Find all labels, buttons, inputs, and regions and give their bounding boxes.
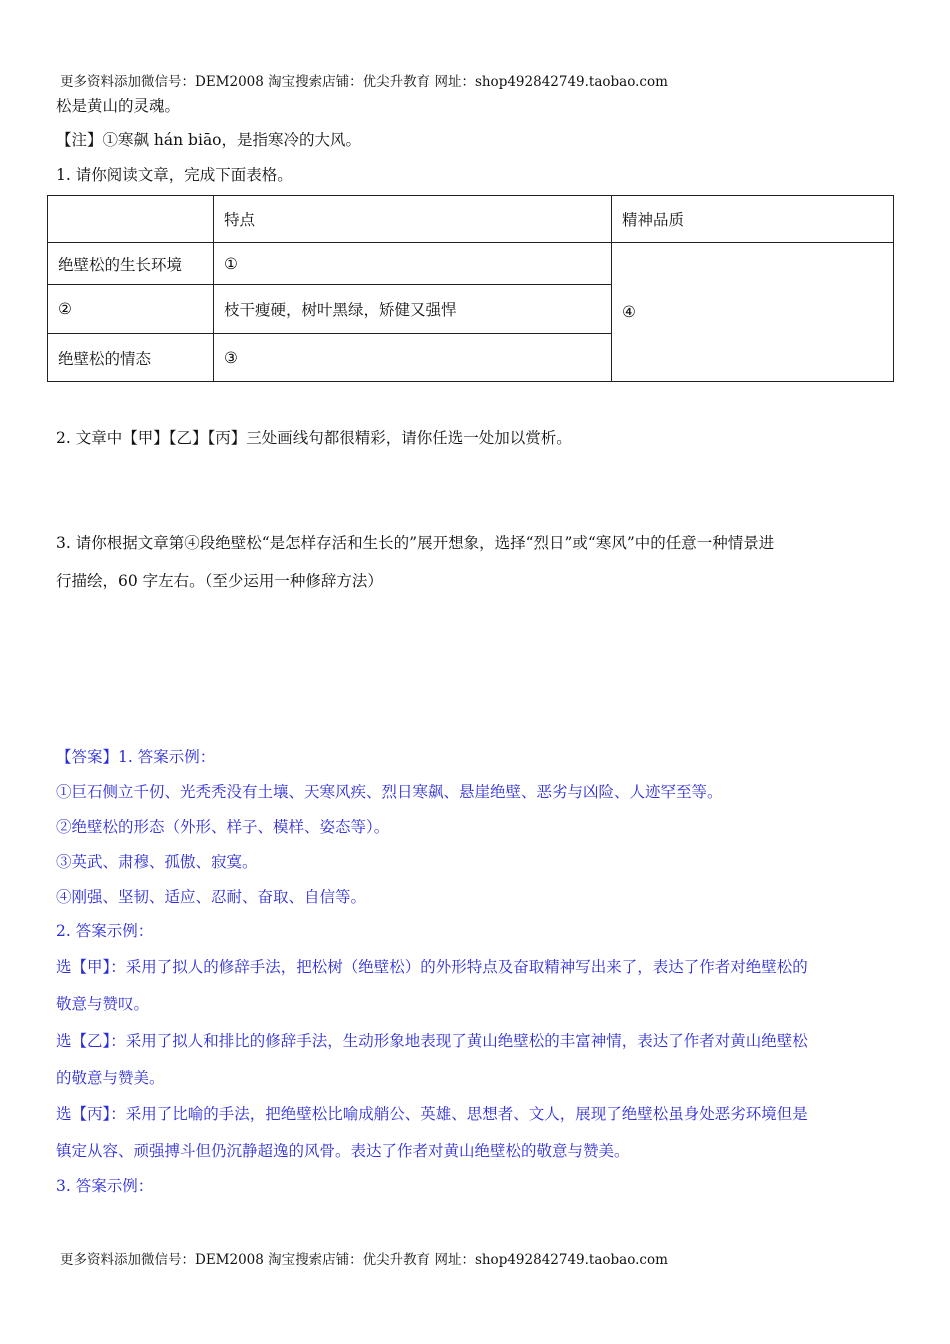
intro-line: 松是黄山的灵魂。	[56, 97, 181, 115]
question-1: 1. 请你阅读文章，完成下面表格。	[56, 166, 293, 184]
answer-2-line: 选【丙】：采用了比喻的手法，把绝壁松比喻成艄公、英雄、思想者、文人，展现了绝壁松虽身处恶劣环境但是	[56, 1105, 808, 1123]
page-footer: 更多资料添加微信号：DEM2008 淘宝搜索店铺：优尖升教育 网址：shop492842749.taobao.com	[60, 1252, 668, 1268]
question-3-line1: 3. 请你根据文章第④段绝壁松“是怎样存活和生长的”展开想象，选择“烈日”或“寒风”中的任意一种情景进	[56, 534, 775, 552]
answer-2-line: 选【乙】：采用了拟人和排比的修辞手法，生动形象地表现了黄山绝壁松的丰富神情，表达了作者对黄山绝壁松	[56, 1032, 808, 1050]
answer-2-line: 的敬意与赞美。	[56, 1069, 165, 1087]
answer-2-line: 敬意与赞叹。	[56, 995, 150, 1013]
page-header: 更多资料添加微信号：DEM2008 淘宝搜索店铺：优尖升教育 网址：shop492842749.taobao.com	[60, 74, 668, 90]
table-row2-label: ②	[48, 285, 214, 334]
table-row1-label: 绝壁松的生长环境	[48, 243, 214, 285]
answer-1-item: ②绝壁松的形态（外形、样子、模样、姿态等）。	[56, 818, 390, 836]
answer-1-item: ④刚强、坚韧、适应、忍耐、奋取、自信等。	[56, 888, 367, 906]
table-row1-feature: ①	[214, 243, 612, 285]
table-head-feature: 特点	[214, 196, 612, 243]
table-row2-feature: 枝干瘦硬，树叶黑绿，矫健又强悍	[214, 285, 612, 334]
answer-1-title: 【答案】1. 答案示例：	[56, 748, 216, 766]
question-3-line2: 行描绘，60 字左右。（至少运用一种修辞方法）	[56, 572, 383, 590]
table-row3-feature: ③	[214, 334, 612, 382]
question-2: 2. 文章中【甲】【乙】【丙】三处画线句都很精彩，请你任选一处加以赏析。	[56, 429, 572, 447]
table-head-quality: 精神品质	[612, 196, 894, 243]
answer-3-title: 3. 答案示例：	[56, 1177, 154, 1195]
table-merged-quality: ④	[612, 243, 894, 382]
answer-2-line: 镇定从容、顽强搏斗但仍沉静超逸的风骨。表达了作者对黄山绝壁松的敬意与赞美。	[56, 1142, 630, 1160]
question-table	[47, 195, 894, 382]
answer-2-line: 选【甲】：采用了拟人的修辞手法，把松树（绝壁松）的外形特点及奋取精神写出来了，表达了作者对绝壁松的	[56, 958, 808, 976]
table-row3-label: 绝壁松的情态	[48, 334, 214, 382]
answer-1-item: ③英武、肃穆、孤傲、寂寞。	[56, 853, 258, 871]
note-text: 【注】①寒飙 hán biāo，是指寒冷的大风。	[56, 131, 362, 149]
answer-2-title: 2. 答案示例：	[56, 922, 154, 940]
table-head-empty	[48, 196, 214, 243]
answer-1-item: ①巨石侧立千仞、光秃秃没有土壤、天寒风疾、烈日寒飙、悬崖绝壁、恶劣与凶险、人迹罕至等。	[56, 783, 723, 801]
